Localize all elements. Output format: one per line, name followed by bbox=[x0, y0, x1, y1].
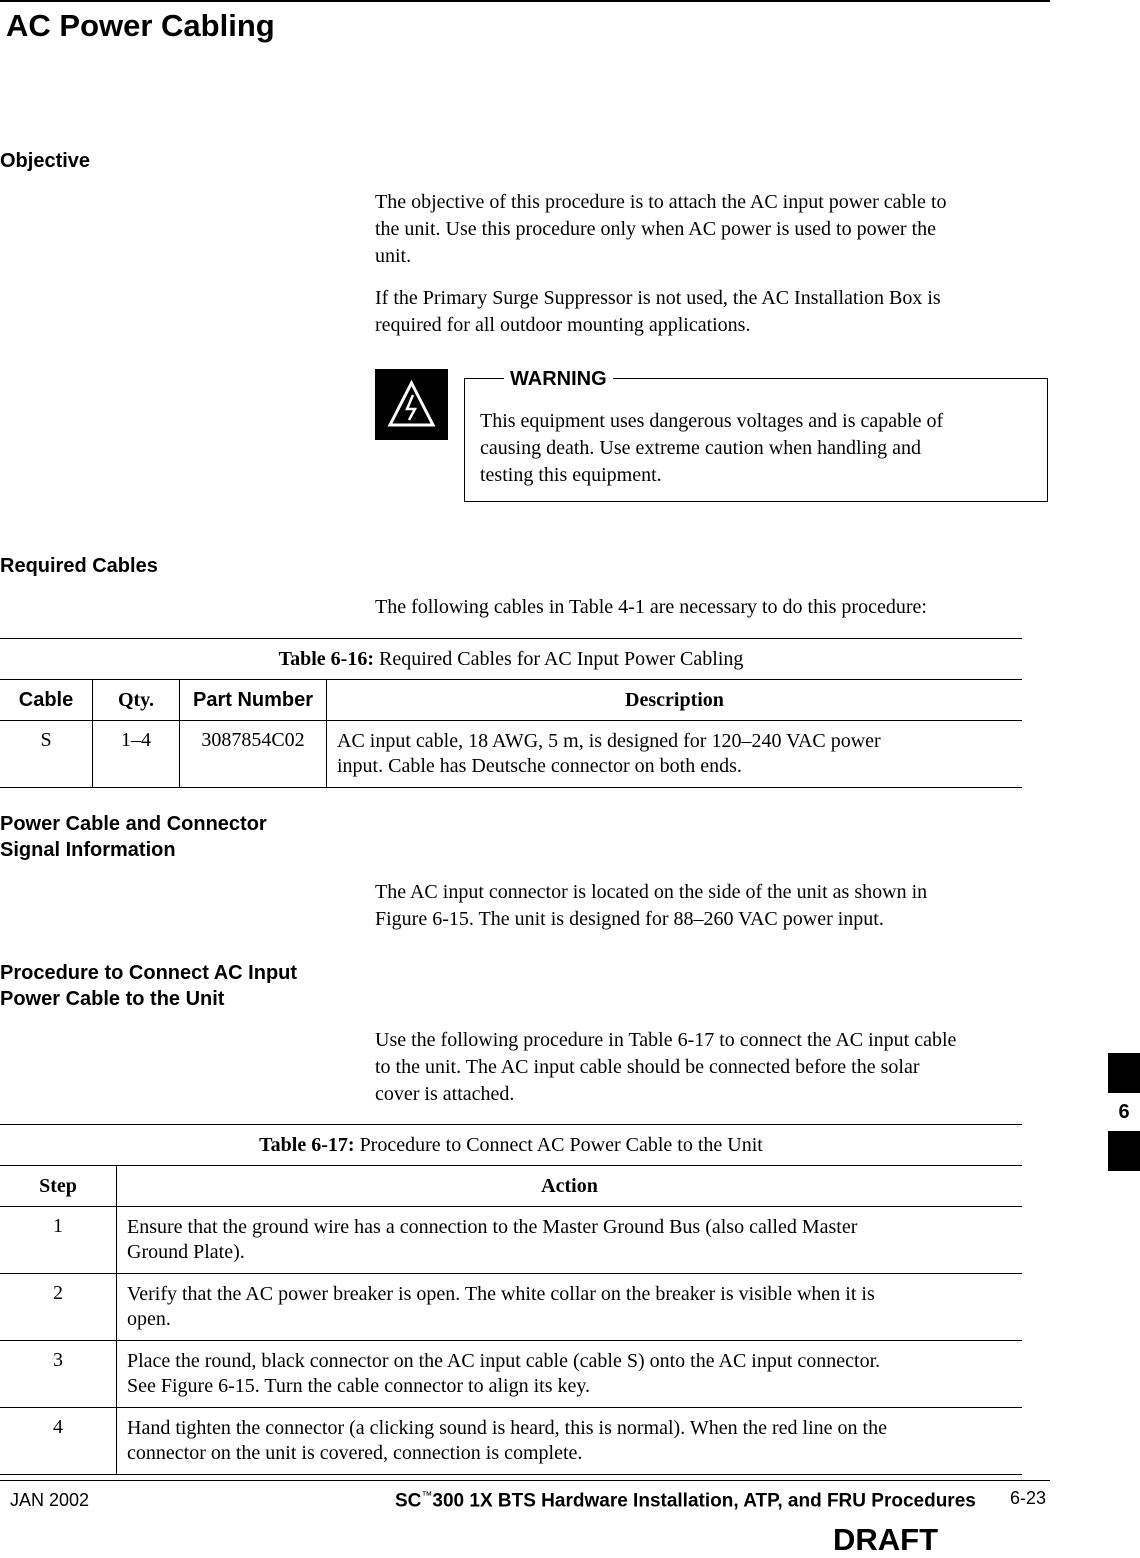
column-header-step: Step bbox=[0, 1166, 117, 1207]
required-cables-heading: Required Cables bbox=[0, 555, 158, 577]
table-row: 1 Ensure that the ground wire has a connection to the Master Ground Bus (also called Master Ground Plate). bbox=[0, 1207, 1022, 1274]
required-cables-table bbox=[0, 638, 1022, 788]
table-caption: Table 6-16: Required Cables for AC Input Power Cabling bbox=[0, 639, 1022, 680]
warning-label: WARNING bbox=[504, 366, 613, 392]
draft-stamp: DRAFT bbox=[833, 1522, 939, 1557]
required-cables-intro: The following cables in Table 4-1 are necessary to do this procedure: bbox=[375, 596, 927, 618]
footer-rule bbox=[0, 1480, 1050, 1481]
procedure-table bbox=[0, 1124, 1022, 1475]
footer-date: JAN 2002 bbox=[10, 1490, 90, 1510]
objective-paragraph-1: The objective of this procedure is to attach the AC input power cable to the unit. Use this procedure only when AC power is used to power the unit. bbox=[375, 191, 947, 267]
table-row: 2 Verify that the AC power breaker is open. The white collar on the breaker is visible when it is open. bbox=[0, 1274, 1022, 1341]
table-caption: Table 6-17: Procedure to Connect AC Power Cable to the Unit bbox=[0, 1125, 1022, 1166]
objective-paragraph-2: If the Primary Surge Suppressor is not used, the AC Installation Box is required for all outdoor mounting applications. bbox=[375, 287, 941, 336]
column-header-qty: Qty. bbox=[93, 680, 180, 721]
power-cable-info-heading: Power Cable and Connector Signal Information bbox=[0, 813, 267, 861]
column-header-action: Action bbox=[117, 1166, 1023, 1207]
procedure-paragraph: Use the following procedure in Table 6-17 to connect the AC input cable to the unit. The AC input cable should be connected before the solar cover is attached. bbox=[375, 1029, 957, 1105]
footer-page-number: 6-23 bbox=[1010, 1488, 1047, 1508]
column-header-part-number: Part Number bbox=[180, 680, 327, 721]
power-cable-info-paragraph: The AC input connector is located on the side of the unit as shown in Figure 6-15. The unit is designed for 88–260 VAC power input. bbox=[375, 881, 928, 930]
footer-title: SC™300 1X BTS Hardware Installation, ATP, and FRU Procedures bbox=[395, 1490, 976, 1512]
top-rule bbox=[0, 0, 1050, 2]
warning-lightning-icon bbox=[375, 369, 448, 440]
column-header-description: Description bbox=[327, 680, 1023, 721]
chapter-tab-number: 6 bbox=[1118, 1101, 1130, 1123]
page-title: AC Power Cabling bbox=[6, 8, 275, 43]
chapter-tab-marker-bottom bbox=[1108, 1131, 1140, 1171]
table-row: 3 Place the round, black connector on the AC input cable (cable S) onto the AC input connector. See Figure 6-15. Turn the cable connector to align its key. bbox=[0, 1341, 1022, 1408]
table-row: S 1–4 3087854C02 AC input cable, 18 AWG, 5 m, is designed for 120–240 VAC power input. Cable has Deutsche connector on both ends. bbox=[0, 721, 1022, 788]
warning-text: This equipment uses dangerous voltages and is capable of causing death. Use extreme caution when handling and testing this equipment. bbox=[480, 410, 944, 486]
chapter-tab-marker-top bbox=[1108, 1053, 1140, 1093]
procedure-heading: Procedure to Connect AC Input Power Cable to the Unit bbox=[0, 962, 298, 1010]
objective-heading: Objective bbox=[0, 150, 91, 172]
table-row: 4 Hand tighten the connector (a clicking sound is heard, this is normal). When the red line on the connector on the unit is covered, connection is complete. bbox=[0, 1408, 1022, 1475]
column-header-cable: Cable bbox=[0, 680, 93, 721]
